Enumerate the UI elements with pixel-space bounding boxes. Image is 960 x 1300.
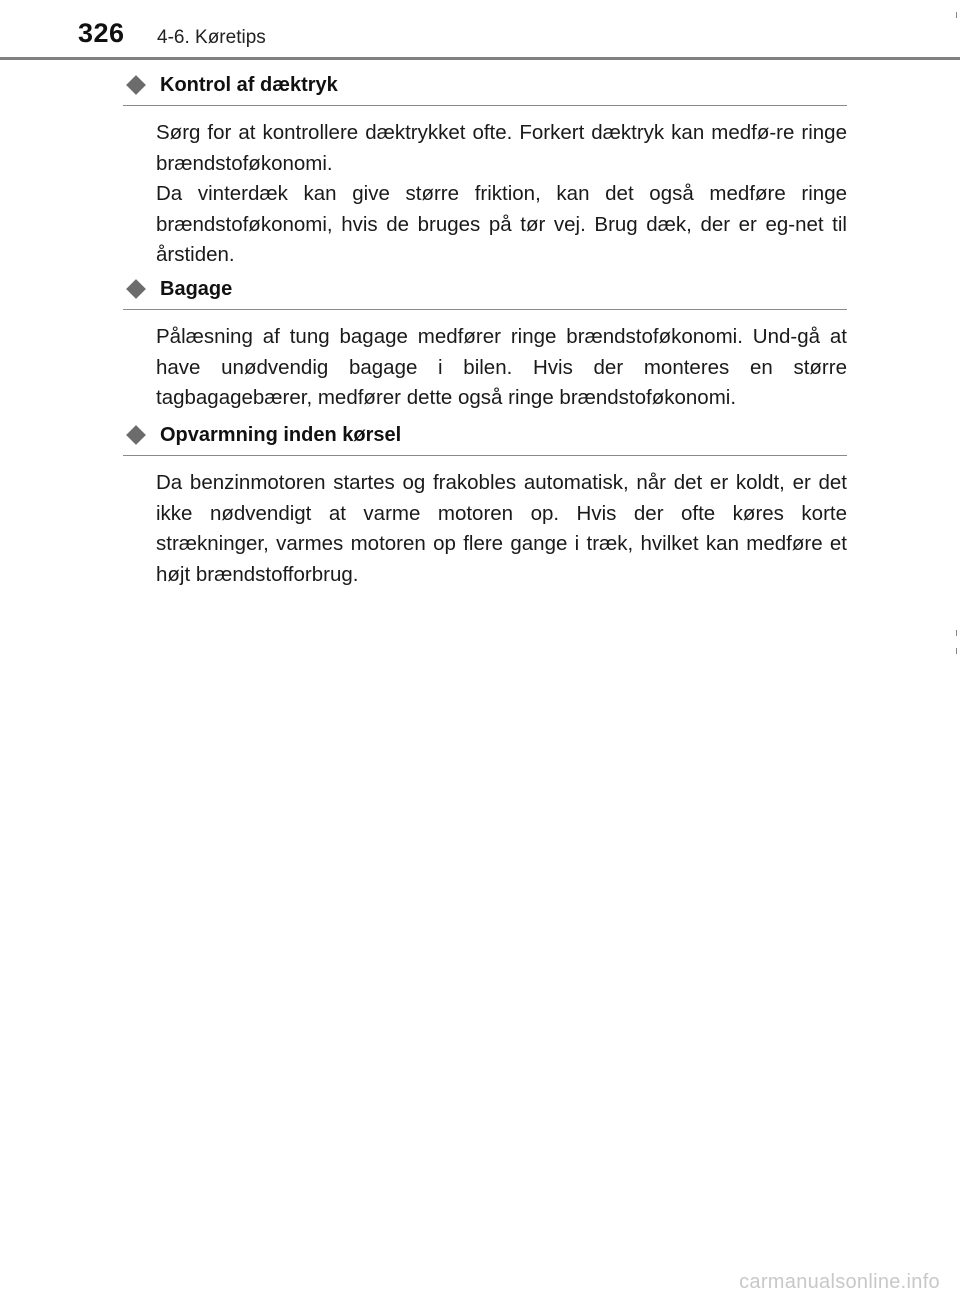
section-body [156,118,847,271]
section-title: Bagage [160,277,233,300]
edge-mark [956,630,957,636]
header-rule [0,57,960,60]
watermark: carmanualsonline.info [739,1271,940,1293]
section-tire-pressure [120,67,847,271]
edge-mark [956,648,957,654]
chapter-title: 4-6. Køretips [157,27,266,48]
diamond-bullet-icon [126,75,146,95]
paragraph: Pålæsning af tung bagage medfører ringe brændstoføkonomi. Und-gå at have unødvendig bagage i bilen. Hvis der monteres en større tagbagagebærer, medfører dette også ringe brændstoføkonomi. [156,325,847,409]
section-body [156,322,847,414]
section-title: Opvarmning inden kørsel [160,423,402,446]
edge-mark [956,12,957,18]
diamond-bullet-icon [126,425,146,445]
diamond-bullet-icon [126,279,146,299]
section-luggage [120,271,847,414]
paragraph: Da benzinmotoren startes og frakobles automatisk, når det er koldt, er det ikke nødvendigt at varme motoren op. Hvis der ofte køres korte strækninger, varmes motoren op flere gange i træk, hvilket kan medføre et højt brændstofforbrug. [156,471,847,586]
section-title-row [120,417,847,453]
section-warm-up [120,417,847,590]
section-title-row [120,67,847,103]
section-title-row [120,271,847,307]
section-body [156,468,847,590]
section-title-rule [123,309,847,310]
section-title: Kontrol af dæktryk [160,73,338,96]
paragraph: Da vinterdæk kan give større friktion, kan det også medføre ringe brændstoføkonomi, hvis de bruges på tør vej. Brug dæk, der er eg-net til årstiden. [156,182,847,266]
paragraph: Sørg for at kontrollere dæktrykket ofte. Forkert dæktryk kan medfø-re ringe brændstoføkonomi. [156,121,847,175]
page-number: 326 [78,18,125,48]
section-title-rule [123,455,847,456]
section-title-rule [123,105,847,106]
